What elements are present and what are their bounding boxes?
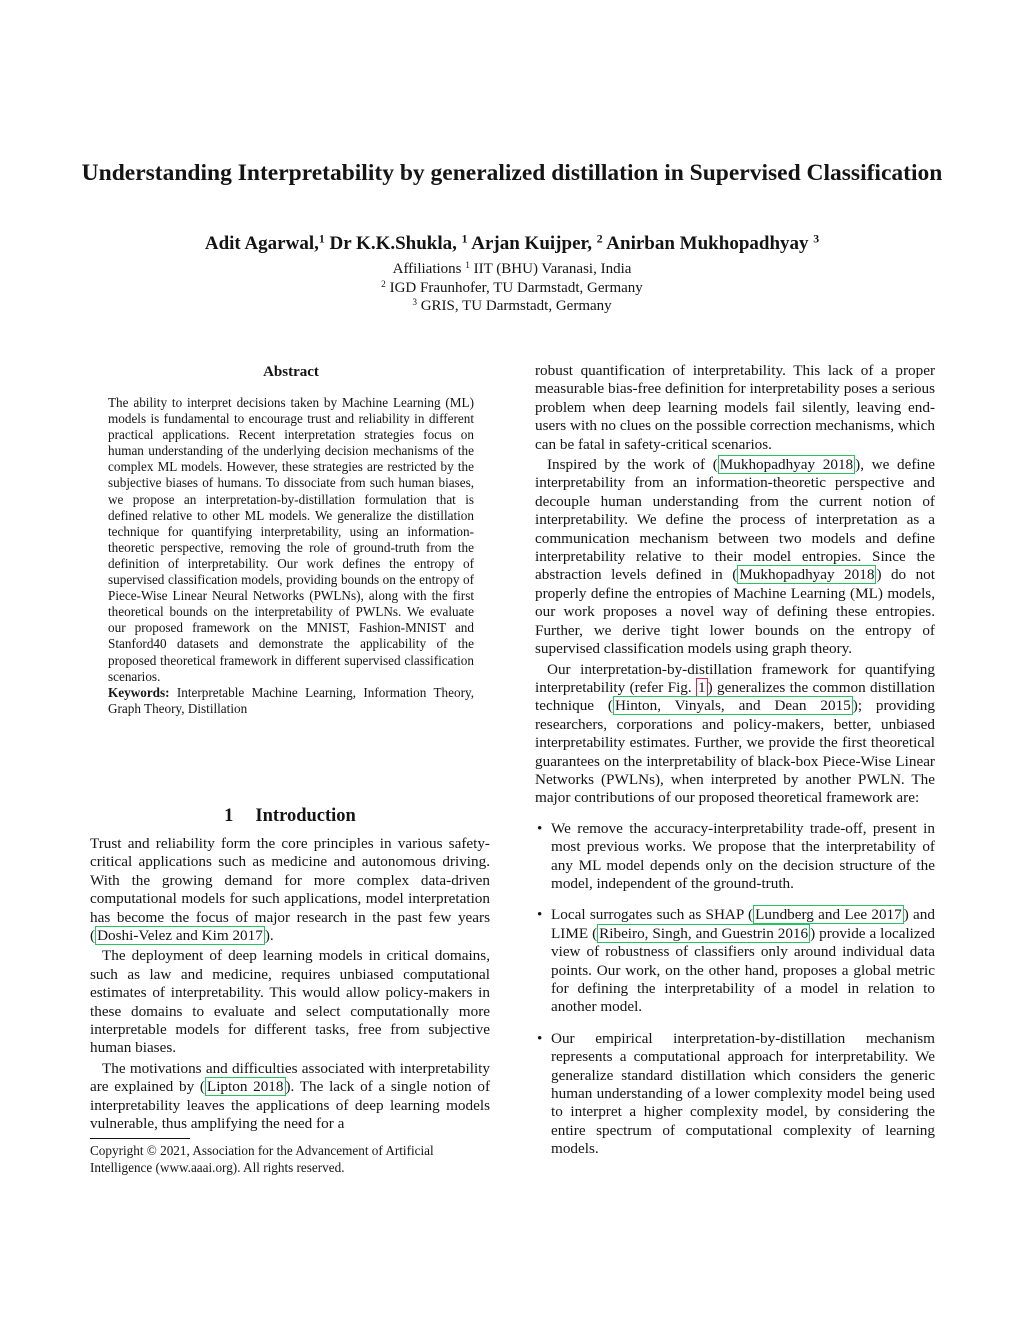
affiliation-list: [60, 260, 964, 316]
paragraph: The motivations and difficulties associated with interpretability are explained by ( Lipton 2018 ). The lack of a single notion of interpretability leaves the applications of deep learning models vulnerable, thus amplifying the need for a: [90, 1059, 491, 1133]
paper-title: Understanding Interpretability by generalized distillation in Supervised Classification: [81, 160, 943, 186]
author-affiliation-mark: 1: [318, 232, 325, 246]
right-column-body: [535, 362, 935, 1172]
section-title: Introduction: [255, 806, 356, 826]
left-column-body: [90, 835, 490, 1134]
paragraph: robust quantification of interpretability. This lack of a proper measurable bias-free definition for interpretability poses a serious problem when deep learning models fail silently, leaving end-users with no clues on the possible correction mechanisms, which can be fatal in safety-critical scenarios.: [535, 362, 935, 453]
paragraph: Our interpretation-by-distillation framework for quantifying interpretability (refer Fig. 1 ) generalizes the common distillation technique ( Hinton, Vinyals, and Dean 2015 ); providing researchers, corporations and policy-makers, better, unbiased interpretability estimates. Further, we provide the first theoretical guarantees on the interpretability of black-box Piece-Wise Linear Networks (PWLNs), when interpreted by another PWLN. The major contributions of our proposed theoretical framework are:: [535, 660, 935, 807]
footnote-rule: [90, 1138, 190, 1139]
citation-link[interactable]: Hinton, Vinyals, and Dean 2015: [615, 697, 851, 715]
citation-link[interactable]: Mukhopadhyay 2018: [719, 456, 854, 474]
affiliation-line: $^3$ GRIS, TU Darmstadt, Germany: [412, 297, 612, 314]
citation-link[interactable]: Lundberg and Lee 2017: [755, 906, 902, 924]
bullet-icon: •: [537, 819, 543, 837]
author-affiliation-mark: 3: [813, 232, 820, 246]
author-list: [60, 232, 964, 256]
bullet-icon: •: [537, 1029, 543, 1047]
citation-link[interactable]: Doshi-Velez and Kim 2017: [97, 927, 263, 945]
author-affiliation-mark: 2: [596, 232, 603, 246]
contribution-item: • Our empirical interpretation-by-distillation mechanism represents a computational approach for interpretability. We generalize standard distillation which considers the generic human understanding of a lower complexity model being used to interpret a higher complexity model, by considering the entire spectrum of computational complexity of learning models.: [537, 1029, 935, 1158]
bullet-icon: •: [537, 906, 543, 924]
abstract-text: The ability to interpret decisions taken by Machine Learning (ML) models is fundamental to encourage trust and reliability in different practical applications. Recent interpretation strategies focus on human understanding of the underlying decision mechanisms of the complex ML models. However, these strategies are restricted by the subjective biases of humans. To dissociate from such human biases, we propose an interpretation-by-distillation formulation that is defined relative to other ML models. We generalize the distillation technique for quantifying interpretability, using an information-theoretic perspective, removing the role of ground-truth from the definition of interpretability. Our work defines the entropy of supervised classification models, providing bounds on the entropy of Piece-Wise Linear Neural Networks (PWLNs), along with the first theoretical bounds on the interpretability of PWLNs. We evaluate our proposed framework on the MNIST, Fashion-MNIST and Stanford40 datasets and demonstrate the applicability of the proposed theoretical framework in different supervised classification scenarios.: [108, 395, 474, 684]
citation-link[interactable]: Mukhopadhyay 2018: [739, 566, 875, 584]
contribution-list: [535, 820, 935, 1159]
keywords-label: Keywords:: [108, 684, 170, 700]
author-name: Dr K.K.Shukla,: [329, 233, 457, 254]
figure-link[interactable]: 1: [698, 678, 706, 696]
paragraph: Trust and reliability form the core principles in various safety-critical applications such as medicine and autonomous driving. With the growing demand for more complex data-driven computational models for such applications, model interpretation has become the focus of major research in the past few years ( Doshi-Velez and Kim 2017 ).: [90, 835, 490, 945]
copyright-footnote: Copyright © 2021, Association for the Advancement of Artificial Intelligence (www.aaai.org). All rights reserved.: [90, 1143, 434, 1175]
section-number: 1: [224, 806, 234, 826]
author-name: Anirban Mukhopadhyay: [606, 233, 809, 254]
keywords: [108, 685, 474, 717]
affiliation-line: $^2$ IGD Fraunhofer, TU Darmstadt, Germany: [381, 279, 643, 296]
abstract-body: [108, 395, 474, 717]
author-name: Arjan Kuijper,: [471, 233, 592, 254]
abstract-heading: Abstract: [263, 364, 319, 380]
keywords-text: Interpretable Machine Learning, Information Theory, Graph Theory, Distillation: [108, 684, 474, 716]
paragraph: The deployment of deep learning models in critical domains, such as law and medicine, requires unbiased computational estimates of interpretability. This would allow policy-makers in these domains to evaluate and select computationally more interpretable models for different tasks, free from subjective human biases.: [90, 947, 490, 1057]
citation-link[interactable]: Lipton 2018: [206, 1078, 284, 1096]
paragraph: Inspired by the work of ( Mukhopadhyay 2018 ), we define interpretability from an information-theoretic perspective and decouple human understanding from the current notion of interpretability. We define the process of interpretation as a communication mechanism between two models and define interpretability relative to their model entropies. Since the abstraction levels defined in ( Mukhopadhyay 2018 ) do not properly define the entropies of Machine Learning (ML) models, our work proposes a novel way of defining these entropies. Further, we derive tight lower bounds on the entropy of supervised classification models using graph theory.: [535, 456, 935, 658]
contribution-item: • We remove the accuracy-interpretability trade-off, present in most previous works. We propose that the interpretability of any ML model depends only on the decision structure of the model, independent of the ground-truth.: [537, 819, 935, 892]
section-heading: [90, 806, 490, 827]
author-affiliation-mark: 1: [461, 232, 468, 246]
contribution-item: • Local surrogates such as SHAP ( Lundberg and Lee 2017 ) and LIME ( Ribeiro, Singh, and Guestrin 2016 ) provide a localized view of robustness of classifiers only around individual data points. Our work, on the other hand, proposes a global metric for defining the interpretability of a model in relation to another model.: [537, 906, 935, 1016]
citation-link[interactable]: Ribeiro, Singh, and Guestrin 2016: [599, 924, 809, 942]
affiliation-line: Affiliations $^1$ IIT (BHU) Varanasi, India: [392, 260, 632, 277]
author-name: Adit Agarwal,: [204, 233, 319, 254]
